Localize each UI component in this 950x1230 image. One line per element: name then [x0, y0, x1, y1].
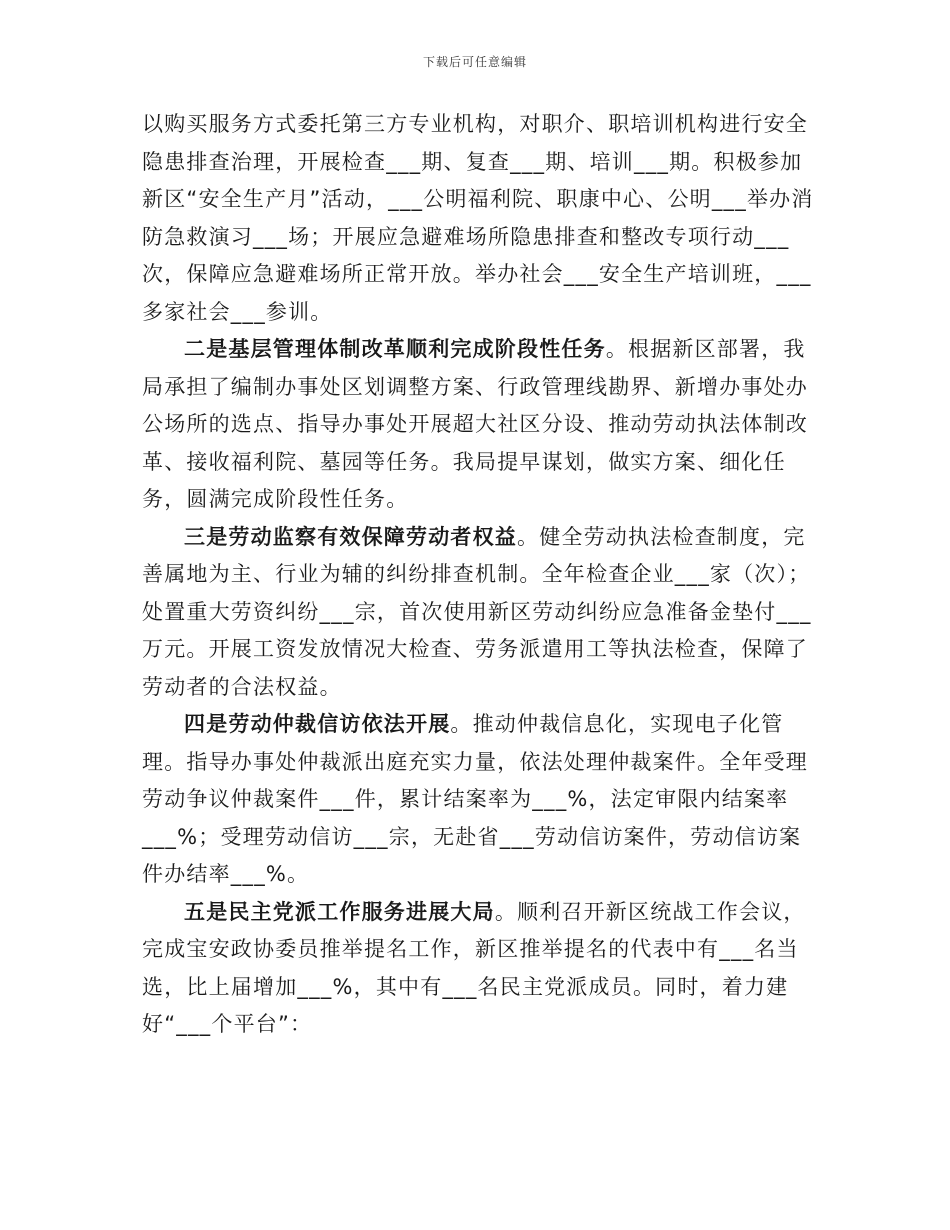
paragraph-text: 以购买服务方式委托第三方专业机构，对职介、职培训机构进行安全隐患排查治理，开展检查___期、复查___期、培训___期。积极参加新区“安全生产月”活动，___公明福利院、职康中心、公明___举办消防急救演习___场；开展应急避难场所隐患排查和整改专项行动___次，保障应急避难场所正常开放。举办社会___安全生产培训班，___多家社会___参训。	[142, 112, 814, 324]
paragraph-lead: 五是民主党派工作服务进展大局	[184, 899, 495, 924]
paragraph-5	[142, 894, 814, 1044]
paragraph-lead: 四是劳动仲裁信访依法开展	[184, 712, 451, 736]
document-body	[142, 106, 814, 1044]
page-header: 下载后可任意编辑	[422, 55, 527, 69]
paragraph-lead: 二是基层管理体制改革顺利完成阶段性任务	[184, 337, 606, 361]
paragraph-4	[142, 706, 814, 894]
paragraph-2	[142, 331, 814, 519]
paragraph-lead: 三是劳动监察有效保障劳动者权益	[184, 524, 517, 549]
paragraph-text: 。健全劳动执法检查制度，完善属地为主、行业为辅的纠纷排查机制。全年检查企业___家（次）；处置重大劳资纠纷___宗，首次使用新区劳动纠纷应急准备金垫付___万元。开展工资发放情况大检查、劳务派遣用工等执法检查，保障了劳动者的合法权益。	[142, 524, 812, 699]
paragraph-text: 。推动仲裁信息化，实现电子化管理。指导办事处仲裁派出庭充实力量，依法处理仲裁案件。全年受理劳动争议仲裁案件___件，累计结案率为___%，法定审限内结案率___%；受理劳动信访___宗，无赴省___劳动信访案件，劳动信访案件办结率___%。	[142, 712, 808, 886]
paragraph-1	[142, 106, 814, 331]
paragraph-text: 。根据新区部署，我局承担了编制办事处区划调整方案、行政管理线勘界、新增办事处办公场所的选点、指导办事处开展超大社区分设、推动劳动执法体制改革、接收福利院、墓园等任务。我局提早谋划，做实方案、细化任务，圆满完成阶段性任务。	[142, 337, 808, 511]
paragraph-3	[142, 519, 814, 707]
paragraph-text: 。顺利召开新区统战工作会议，完成宝安政协委员推举提名工作，新区推举提名的代表中有___名当选，比上届增加___%，其中有___名民主党派成员。同时，着力建好“___个平台”：	[142, 899, 806, 1036]
